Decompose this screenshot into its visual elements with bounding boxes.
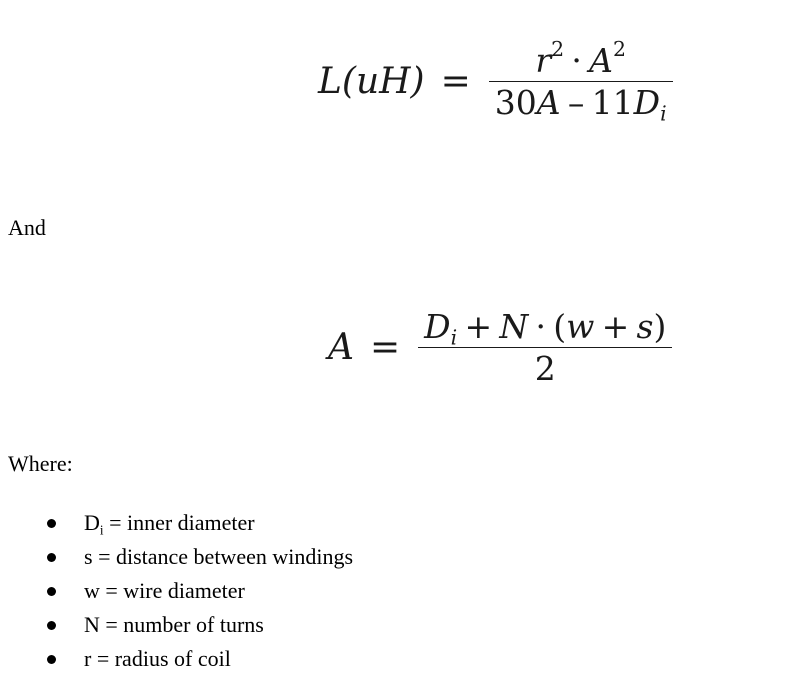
average-diameter-denominator: 2 (534, 349, 556, 389)
average-diameter-fraction (418, 306, 672, 390)
symbol-r: r (535, 41, 552, 80)
equals-sign: = (370, 327, 401, 369)
exponent: 2 (551, 37, 565, 62)
constant: 30 (494, 83, 537, 123)
list-item (0, 509, 353, 543)
minus-operator: – (567, 83, 585, 123)
average-diameter-equation (328, 306, 672, 390)
inductance-denominator (489, 82, 673, 126)
subscript: i (660, 101, 667, 126)
dot-operator: · (535, 307, 546, 346)
average-diameter-lhs: A (328, 327, 354, 369)
variable-definition: = number of turns (99, 612, 264, 637)
symbol-A: A (589, 41, 613, 80)
subscript: i (450, 325, 458, 350)
variable-definition: = radius of coil (91, 646, 231, 671)
variable-symbol: s (84, 544, 93, 569)
symbol-w: w (566, 307, 595, 346)
variable-symbol: r (84, 646, 92, 671)
symbol-N: N (499, 307, 529, 346)
average-diameter-numerator (418, 306, 672, 350)
list-item (0, 645, 353, 679)
variable-symbol: D (84, 510, 100, 535)
where-text: Where: (8, 451, 73, 476)
list-item (0, 577, 353, 611)
variable-subscript: i (99, 522, 104, 538)
symbol-D: D (633, 83, 661, 123)
variable-definitions-list (0, 509, 353, 679)
variable-definition: = distance between windings (92, 544, 354, 569)
inductance-equation (318, 37, 673, 126)
plus-operator: + (601, 307, 630, 346)
bullet-icon (47, 519, 56, 528)
dot-operator: · (571, 41, 582, 80)
variable-symbol: w (84, 578, 100, 603)
variable-definition: = wire diameter (99, 578, 245, 603)
inductance-lhs: L(uH) (318, 61, 425, 103)
left-paren: ( (553, 307, 567, 346)
equals-sign: = (440, 61, 471, 103)
list-item (0, 543, 353, 577)
bullet-icon (47, 655, 56, 664)
right-paren: ) (653, 307, 667, 346)
inductance-numerator (529, 37, 632, 81)
exponent: 2 (612, 37, 626, 62)
list-item (0, 611, 353, 645)
inductance-fraction (489, 37, 673, 126)
plus-operator: + (464, 307, 493, 346)
bullet-icon (47, 553, 56, 562)
symbol-A: A (536, 83, 561, 123)
symbol-D: D (424, 307, 451, 346)
variable-definition: = inner diameter (103, 510, 255, 535)
constant: 11 (591, 83, 634, 123)
bullet-icon (47, 621, 56, 630)
variable-symbol: N (84, 612, 100, 637)
symbol-s: s (636, 307, 654, 346)
and-text: And (8, 215, 46, 240)
bullet-icon (47, 587, 56, 596)
